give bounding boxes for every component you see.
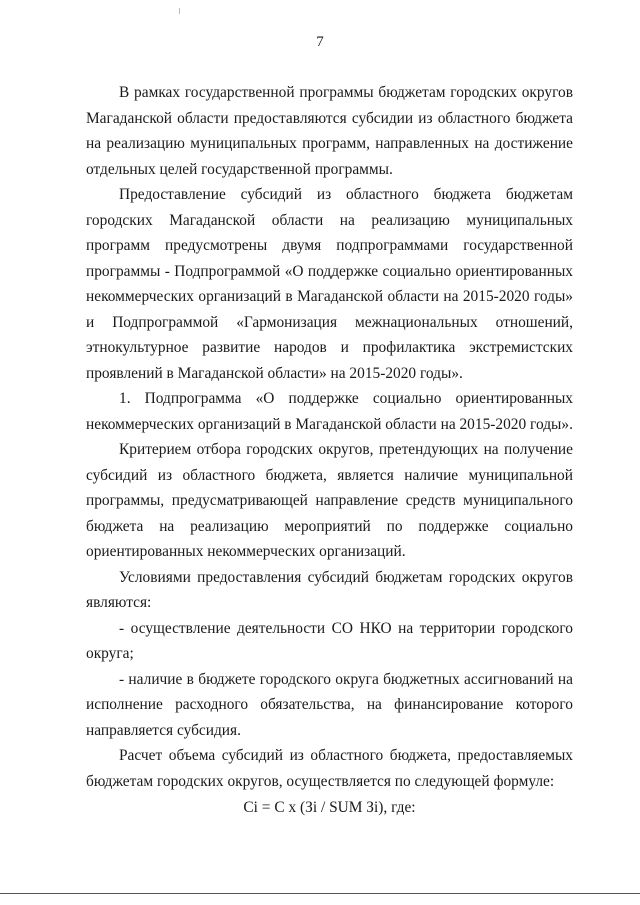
scan-mark [179,8,180,14]
list-item-condition-budget: - наличие в бюджете городского округа бюджетных ассигнований на исполнение расходного обязательства, на финансирование которого направляется субсидия. [86,670,573,739]
list-item-condition-activity: - осуществление деятельности СО НКО на территории городского округа; [86,619,573,662]
paragraph-conditions-intro: Условиями предоставления субсидий бюджетам городских округов являются: [86,568,573,611]
document-body [86,80,573,821]
formula: Ci = C x (Зi / SUM Зi), где: [243,799,416,816]
paragraph-calculation-intro: Расчет объема субсидий из областного бюджета, предоставляемых бюджетам городских округов, осуществляется по следующей формуле: [86,747,573,790]
page-number: 7 [316,34,324,50]
paragraph-selection-criterion: Критерием отбора городских округов, претендующих на получение субсидий из областного бюджета, является наличие муниципальной программы, предусматривающей направление средств муниципального бюджета на реализацию мероприятий по поддержке социально ориентированных некоммерческих организаций. [86,441,573,560]
paragraph-program-subsidies: В рамках государственной программы бюджетам городских округов Магаданской области предоставляются субсидии из областного бюджета на реализацию муниципальных программ, направленных на достижение отдельных целей государственной программы. [86,84,573,178]
paragraph-subprogram-1-heading: 1. Подпрограмма «О поддержке социально ориентированных некоммерческих организаций в Магаданской области на 2015-2020 годы». [86,390,573,433]
paragraph-subprograms: Предоставление субсидий из областного бюджета бюджетам городских Магаданской области на реализацию муниципальных программ предусмотрены двумя подпрограммами государственной программы - Подпрограммой «О поддержке социально ориентированных некоммерческих организаций в Магаданской области на 2015-2020 годы» и Подпрограммой «Гармонизация межнациональных отношений, этнокультурное развитие народов и профилактика экстремистских проявлений в Магаданской области» на 2015-2020 годы». [86,186,573,382]
scan-edge-line [0,893,640,894]
